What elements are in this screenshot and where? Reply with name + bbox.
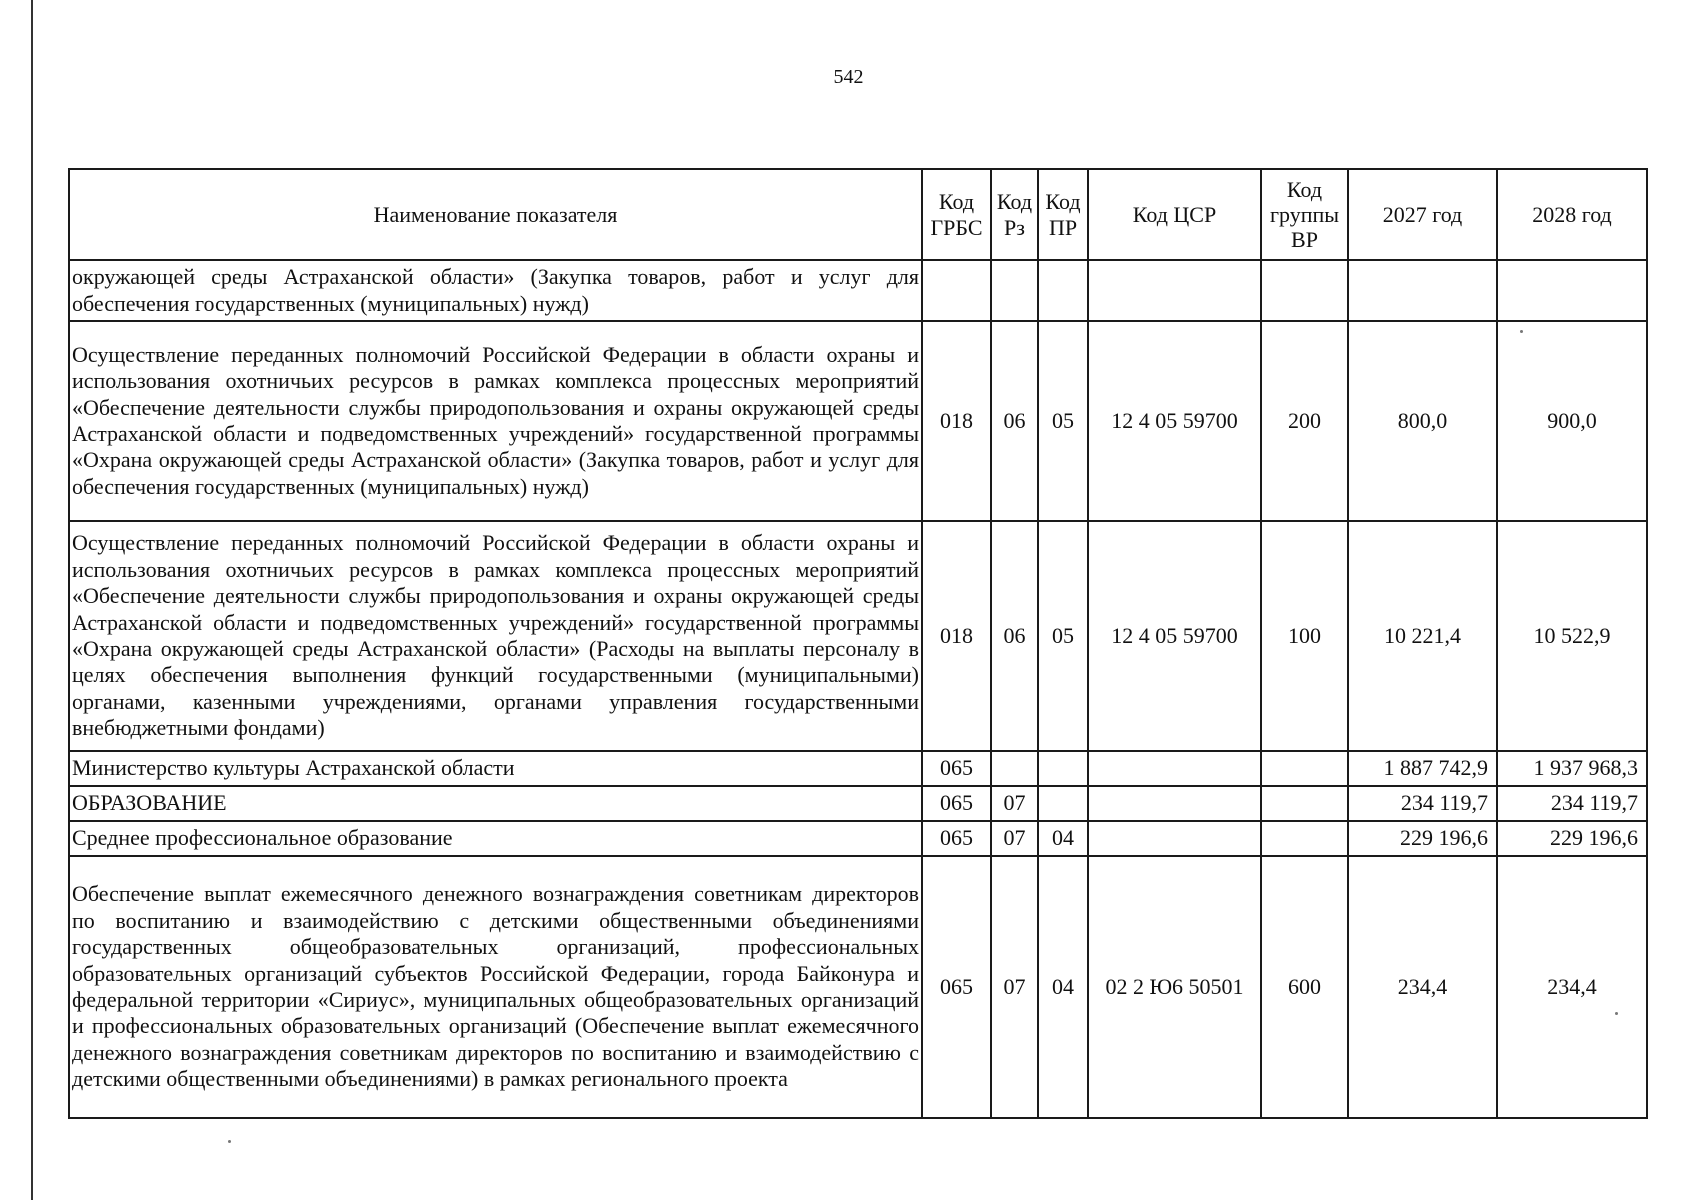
page-number: 542	[833, 66, 864, 88]
row-grbs: 018	[922, 521, 991, 751]
scan-speck	[1520, 330, 1523, 333]
row-csr: 12 4 05 59700	[1088, 521, 1261, 751]
row-vr	[1261, 786, 1348, 821]
header-pr: Код ПР	[1038, 169, 1088, 260]
row-grbs: 018	[922, 321, 991, 521]
row-2028: 900,0	[1497, 321, 1647, 521]
table-row	[69, 751, 1647, 786]
header-name: Наименование показателя	[69, 169, 922, 260]
row-name: Министерство культуры Астраханской области	[69, 751, 922, 786]
scan-speck	[1615, 1012, 1618, 1015]
table-row	[69, 786, 1647, 821]
row-2028: 234 119,7	[1497, 786, 1647, 821]
row-2027: 800,0	[1348, 321, 1497, 521]
header-2028: 2028 год	[1497, 169, 1647, 260]
row-2027: 1 887 742,9	[1348, 751, 1497, 786]
header-rz: Код Рз	[991, 169, 1038, 260]
row-csr	[1088, 260, 1261, 321]
row-csr	[1088, 821, 1261, 856]
row-vr	[1261, 751, 1348, 786]
row-name: ОБРАЗОВАНИЕ	[69, 786, 922, 821]
table-row	[69, 321, 1647, 521]
row-rz: 07	[991, 856, 1038, 1118]
row-2027: 10 221,4	[1348, 521, 1497, 751]
row-2028: 229 196,6	[1497, 821, 1647, 856]
row-csr	[1088, 751, 1261, 786]
row-pr: 05	[1038, 521, 1088, 751]
table-row	[69, 856, 1647, 1118]
row-rz: 06	[991, 321, 1038, 521]
row-csr	[1088, 786, 1261, 821]
row-name: Осуществление переданных полномочий Российской Федерации в области охраны и использования охотничьих ресурсов в рамках комплекса процессных мероприятий «Обеспечение деятельности службы природопользования и охраны окружающей среды Астраханской области и подведомственных учреждений» государственной программы «Охрана окружающей среды Астраханской области» (Закупка товаров, работ и услуг для обеспечения государственных (муниципальных) нужд)	[69, 321, 922, 521]
header-vr: Код группы ВР	[1261, 169, 1348, 260]
row-grbs	[922, 260, 991, 321]
row-csr: 02 2 Ю6 50501	[1088, 856, 1261, 1118]
row-pr: 04	[1038, 821, 1088, 856]
row-2028: 10 522,9	[1497, 521, 1647, 751]
row-vr	[1261, 821, 1348, 856]
row-2028: 234,4	[1497, 856, 1647, 1118]
row-rz: 07	[991, 821, 1038, 856]
row-rz: 06	[991, 521, 1038, 751]
binding-edge-line	[31, 0, 33, 1200]
scan-speck	[228, 1140, 231, 1143]
header-grbs: Код ГРБС	[922, 169, 991, 260]
row-pr	[1038, 260, 1088, 321]
row-grbs: 065	[922, 786, 991, 821]
header-2027: 2027 год	[1348, 169, 1497, 260]
row-pr	[1038, 786, 1088, 821]
row-pr: 04	[1038, 856, 1088, 1118]
row-name: окружающей среды Астраханской области» (Закупка товаров, работ и услуг для обеспечения государственных (муниципальных) нужд)	[69, 260, 922, 321]
row-pr	[1038, 751, 1088, 786]
row-2028	[1497, 260, 1647, 321]
row-rz	[991, 260, 1038, 321]
row-grbs: 065	[922, 856, 991, 1118]
row-pr: 05	[1038, 321, 1088, 521]
row-vr: 200	[1261, 321, 1348, 521]
row-vr: 100	[1261, 521, 1348, 751]
row-vr	[1261, 260, 1348, 321]
row-csr: 12 4 05 59700	[1088, 321, 1261, 521]
header-csr: Код ЦСР	[1088, 169, 1261, 260]
row-rz: 07	[991, 786, 1038, 821]
row-rz	[991, 751, 1038, 786]
table-header-row	[69, 169, 1647, 260]
budget-table	[68, 168, 1648, 1119]
table-row	[69, 260, 1647, 321]
row-name: Среднее профессиональное образование	[69, 821, 922, 856]
row-2027: 234 119,7	[1348, 786, 1497, 821]
row-name: Обеспечение выплат ежемесячного денежного вознаграждения советникам директоров по воспитанию и взаимодействию с детскими общественными объединениями государственных общеобразовательных организаций, профессиональных образовательных организаций субъектов Российской Федерации, города Байконура и федеральной территории «Сириус», муниципальных общеобразовательных организаций и профессиональных образовательных организаций (Обеспечение выплат ежемесячного денежного вознаграждения советникам директоров по воспитанию и взаимодействию с детскими общественными объединениями) в рамках регионального проекта	[69, 856, 922, 1118]
row-grbs: 065	[922, 821, 991, 856]
row-2027	[1348, 260, 1497, 321]
row-2027: 234,4	[1348, 856, 1497, 1118]
table-row	[69, 521, 1647, 751]
row-2028: 1 937 968,3	[1497, 751, 1647, 786]
row-2027: 229 196,6	[1348, 821, 1497, 856]
table-row	[69, 821, 1647, 856]
row-grbs: 065	[922, 751, 991, 786]
row-name: Осуществление переданных полномочий Российской Федерации в области охраны и использования охотничьих ресурсов в рамках комплекса процессных мероприятий «Обеспечение деятельности службы природопользования и охраны окружающей среды Астраханской области и подведомственных учреждений» государственной программы «Охрана окружающей среды Астраханской области» (Расходы на выплаты персоналу в целях обеспечения выполнения функций государственными (муниципальными) органами, казенными учреждениями, органами управления государственными внебюджетными фондами)	[69, 521, 922, 751]
row-vr: 600	[1261, 856, 1348, 1118]
